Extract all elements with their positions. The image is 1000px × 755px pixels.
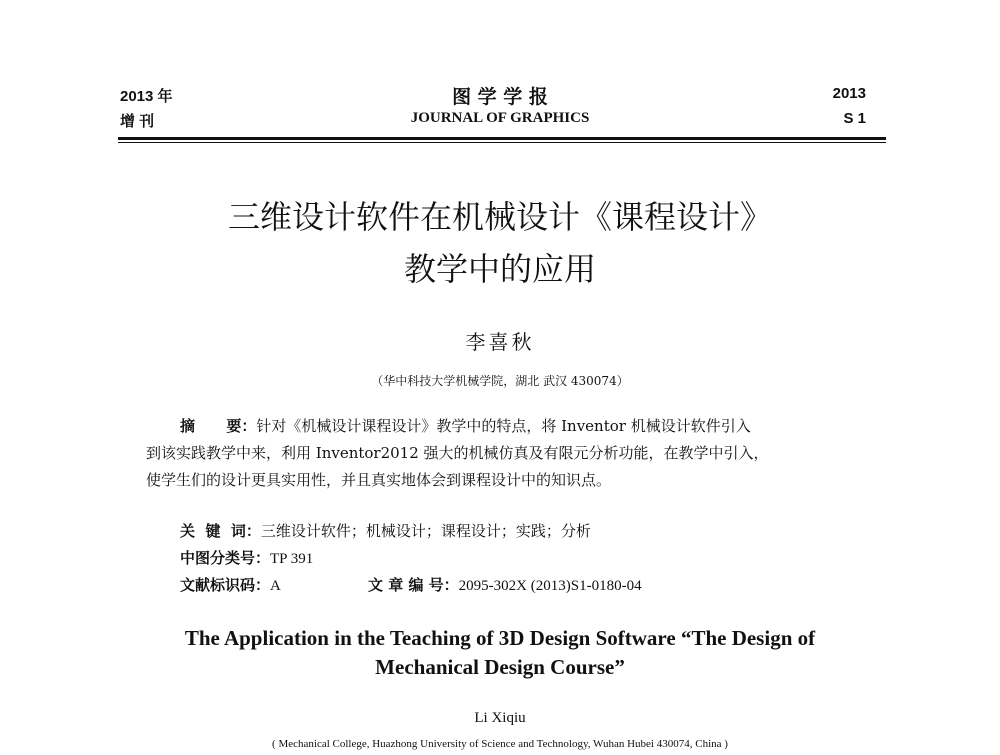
- header-year-right: 2013: [832, 85, 866, 102]
- abstract-line3: 使学生们的设计更具实用性，并且真实地体会到课程设计中的知识点。: [146, 471, 612, 489]
- header-rule-thick: [118, 137, 886, 140]
- article-title-en-line1: The Application in the Teaching of 3D Design Software “The Design of: [184, 626, 816, 650]
- header-rule-thin: [118, 142, 886, 143]
- header-issue-right: S 1: [843, 110, 866, 127]
- doc-code-value: A: [270, 578, 281, 594]
- article-title-cn-line2: 教学中的应用: [403, 250, 596, 288]
- journal-title-cn: 图 学 学 报: [452, 86, 548, 108]
- abstract-label: 摘 要：: [180, 417, 257, 435]
- article-no-label: 文 章 编 号：: [368, 576, 459, 594]
- abstract-line2: 到该实践教学中来，利用 Inventor2012 强大的机械仿真及有限元分析功能，在教学中引入，: [146, 444, 769, 462]
- article-title-en-line2: Mechanical Design Course”: [375, 655, 625, 679]
- affiliation-en: ( Mechanical College, Huazhong University of Science and Technology, Wuhan Hubei 430074, China ): [272, 738, 728, 750]
- abstract-line1: 针对《机械设计课程设计》教学中的特点，将 Inventor 机械设计软件引入: [256, 417, 751, 435]
- article-no-row: [368, 574, 642, 597]
- doc-code-label: 文献标识码：: [180, 576, 271, 594]
- affiliation-cn: （华中科技大学机械学院，湖北 武汉 430074）: [371, 374, 629, 388]
- clc-row: [180, 547, 313, 570]
- doc-code-row: [180, 574, 281, 597]
- keywords-value: 三维设计软件；机械设计；课程设计；实践；分析: [260, 522, 591, 540]
- clc-value: TP 391: [270, 551, 314, 567]
- header-issue-left: 增 刊: [120, 113, 155, 130]
- author-en: Li Xiqiu: [474, 710, 526, 726]
- clc-label: 中图分类号：: [180, 549, 271, 567]
- header-year-left: 2013 年: [120, 88, 173, 105]
- keywords-row: [180, 520, 591, 542]
- journal-title-en: JOURNAL OF GRAPHICS: [410, 110, 590, 126]
- keywords-label: 关 键 词：: [180, 522, 261, 540]
- article-no-value: 2095-302X (2013)S1-0180-04: [458, 578, 642, 594]
- author-cn: 李喜秋: [465, 330, 535, 354]
- abstract-line1-row: [180, 415, 880, 437]
- article-title-cn-line1: 三维设计软件在机械设计《课程设计》: [227, 198, 772, 236]
